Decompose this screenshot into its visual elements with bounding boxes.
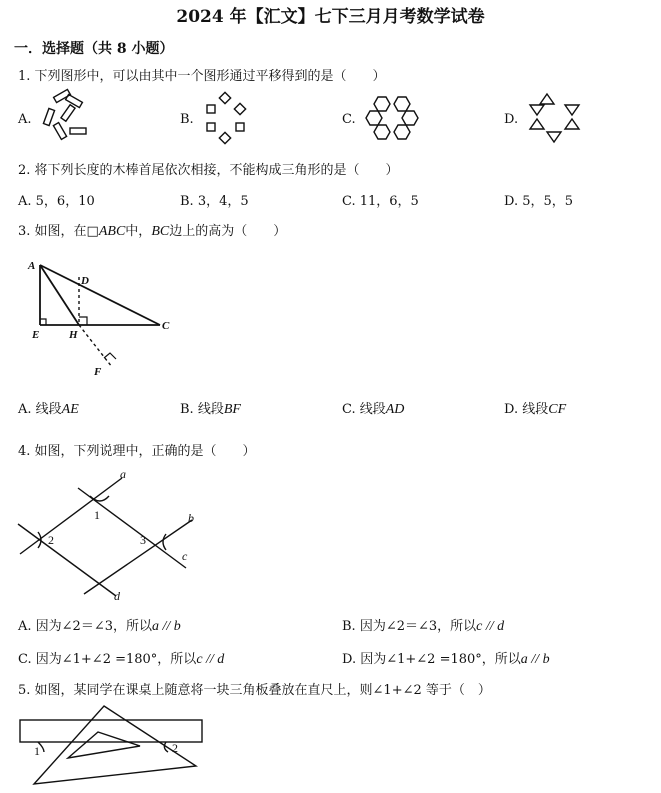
q4-angle-3: 3 (140, 533, 146, 547)
q3-label-c: C (162, 320, 170, 332)
q3-label-f: F (94, 366, 102, 378)
q4-option-b: B. 因为∠2＝∠3，所以c // d (342, 619, 505, 634)
q2-option-b: B. 3，4，5 (180, 194, 249, 209)
q3-option-b: B. 线段BF (180, 402, 241, 417)
q4-label-b: b (188, 511, 194, 525)
q4-label-a: a (120, 467, 126, 481)
page-title: 2024 年【汇文】七下三月月考数学试卷 (176, 7, 485, 27)
q3-option-a: A. 线段AE (18, 402, 79, 417)
q3-figure-triangle (26, 255, 176, 380)
q4-option-a: A. 因为∠2＝∠3，所以a // b (18, 619, 181, 634)
q1-option-b-label: B. (180, 112, 194, 127)
q4-figure-lines (14, 466, 204, 606)
q4-label-c: c (182, 549, 188, 563)
q1-option-d-label: D. (504, 112, 519, 127)
q3-label-h: H (69, 329, 78, 341)
q1-figure-d-triangles (527, 92, 581, 146)
q3-option-d: D. 线段CF (504, 402, 567, 417)
q2-option-c: C. 11，6，5 (342, 194, 419, 209)
q3-option-c: C. 线段AD (342, 402, 405, 417)
q3-label-e: E (32, 329, 40, 341)
q1-option-a-label: A. (18, 112, 32, 127)
question-3-stem: 3. 如图，在□ABC中，BC边上的高为（ ） (18, 224, 287, 239)
q5-angle-2: 2 (172, 741, 178, 755)
q2-option-d: D. 5，5，5 (504, 194, 574, 209)
question-5-stem: 5. 如图，某同学在课桌上随意将一块三角板叠放在直尺上，则∠1+∠2 等于（ ） (18, 683, 491, 698)
q1-figure-a-rectangles (38, 90, 98, 142)
q4-option-d: D. 因为∠1+∠2 =180°，所以a // b (342, 652, 550, 667)
q4-option-c: C. 因为∠1+∠2 =180°，所以c // d (18, 652, 225, 667)
question-1-stem: 1. 下列图形中，可以由其中一个图形通过平移得到的是（ ） (18, 69, 386, 84)
q3-label-a: A (28, 260, 36, 272)
question-4-stem: 4. 如图，下列说理中，正确的是（ ） (18, 444, 256, 459)
section-heading: 一．选择题（共 8 小题） (14, 41, 174, 57)
question-2-stem: 2. 将下列长度的木棒首尾依次相接，不能构成三角形的是（ ） (18, 163, 399, 178)
q5-figure-ruler-triangle (16, 700, 206, 790)
q4-label-d: d (114, 589, 120, 603)
q3-label-d: D (81, 275, 89, 287)
q1-figure-b-diamonds (202, 92, 248, 144)
q5-angle-1: 1 (34, 744, 40, 758)
q4-angle-2: 2 (48, 533, 54, 547)
q1-figure-c-hexagons (364, 92, 418, 144)
q2-option-a: A. 5，6，10 (18, 194, 95, 209)
q1-option-c-label: C. (342, 112, 356, 127)
q4-angle-1: 1 (94, 508, 100, 522)
